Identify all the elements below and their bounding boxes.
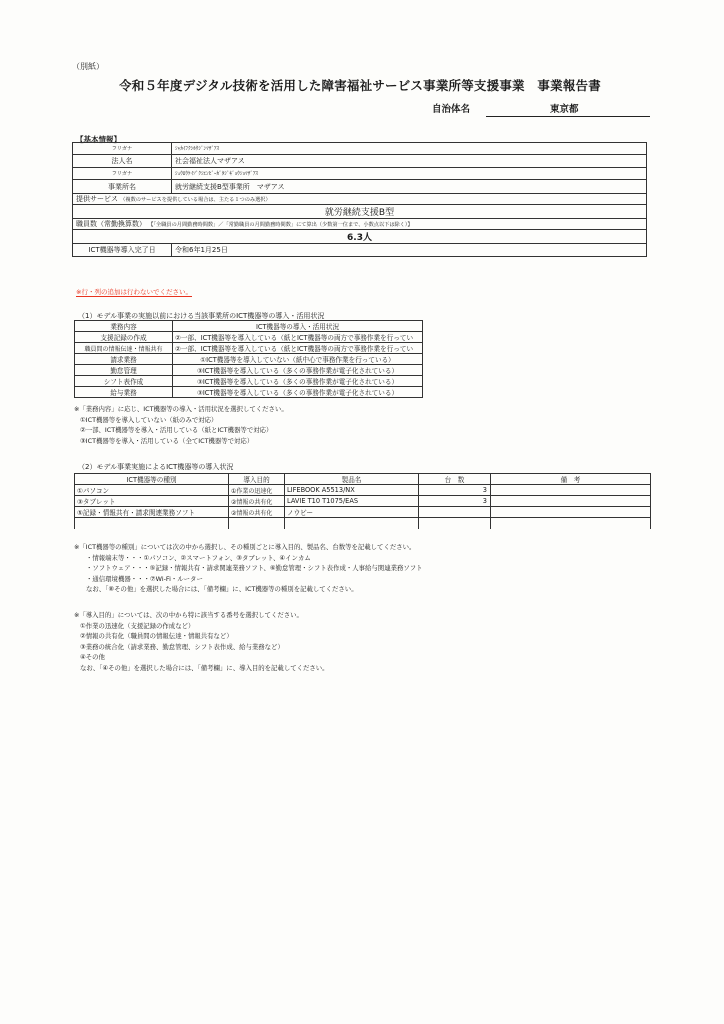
office-label: 事業所名 [73,180,172,194]
status-cell: ②一部、ICT機器等を導入している（紙とICT機器等の両方で事務作業を行ってい [173,343,423,354]
service-label: 提供サービス [76,195,118,203]
status-cell: ③ICT機器等を導入している（多くの事務作業が電子化されている） [173,387,423,398]
task-cell: 支援記録の作成 [75,332,173,343]
status-cell: ②一部、ICT機器等を導入している（紙とICT機器等の両方で事務作業を行ってい [173,332,423,343]
note-line: ②情報の共有化（職員間の情報伝達・情報共有など） [80,632,233,640]
note-line: ・通信環境機器・・・⑦Wi-Fi・ルーター [86,574,203,583]
staff-label: 職員数（常勤換算数） [76,220,146,228]
ict-date-label: ICT機器等導入完了日 [73,244,172,257]
service-value: 就労継続支援B型 [73,205,647,219]
remarks-cell [491,507,651,518]
table-row [73,143,647,155]
table-row [73,205,647,219]
table-row [73,219,647,230]
table-row [75,354,423,365]
table-row [73,155,647,168]
section1-title: （1）モデル事業の実施以前における当該事業所のICT機器等の導入・活用状況 [78,312,325,320]
table-row [73,230,647,244]
status-cell: ③ICT機器等を導入している（多くの事務作業が電子化されている） [173,376,423,387]
table-row [75,376,423,387]
task-cell: 職員間の情報伝達・情報共有 [75,343,173,354]
task-cell: シフト表作成 [75,376,173,387]
table-row [75,485,651,496]
ict-introduction-table [74,473,651,529]
note-line: なお、「④その他」を選択した場合には、「備考欄」に、導入目的を記載してください。 [80,663,329,672]
table-row [73,244,647,257]
service-note: （複数のサービスを提供している場合は、主たる１つのみ選択） [120,197,271,203]
device-type-cell: ③タブレット [75,496,229,507]
table-row [75,365,423,376]
note-line: ①ICT機器等を導入していない（紙のみで対応） [80,415,218,424]
product-cell: LAVIE T10 T1075/EAS [285,496,419,507]
purpose-cell: ②情報の共有化 [229,507,285,518]
municipality-label: 自治体名 [432,104,471,115]
status-cell: ①ICT機器等を導入していない（紙中心で事務作業を行っている） [173,354,423,365]
office-furigana-value: ｼｭｳﾛｳｹｲｿﾞｸｼｴﾝﾋﾞｰｶﾞﾀｼﾞｷﾞｮｳｼｮﾏｻﾞｱｽ [172,168,647,180]
task-cell: 請求業務 [75,354,173,365]
municipality-underline [486,116,650,117]
empty-cell [419,518,491,529]
table-row [75,518,651,529]
quantity-cell: 3 [419,496,491,507]
task-cell: 給与業務 [75,387,173,398]
table-header-row [75,321,423,332]
column-header: 台 数 [419,474,491,485]
purpose-cell: ①作業の迅速化 [229,485,285,496]
note-line: ①作業の迅速化（支援記録の作成など） [80,621,195,630]
quantity-cell: 3 [419,485,491,496]
table-header-row [75,474,651,485]
attachment-label: （別紙） [72,62,104,71]
table-row [73,194,647,205]
column-header: 導入目的 [229,474,285,485]
staff-label-cell [73,219,647,230]
remarks-cell [491,496,651,507]
note-line: ③ICT機器等を導入・活用している（全てICT機器等で対応） [80,436,254,445]
basic-info-table [72,142,647,257]
note-line: ※「ICT機器等の種別」については次の中から選択し、その種別ごとに導入目的、製品名、台数等を記載してください。 [74,543,416,551]
empty-cell [285,518,419,529]
ict-date-value: 令和6年1月25日 [172,244,647,257]
remarks-cell [491,485,651,496]
note-line: ※「業務内容」に応じ、ICT機器等の導入・活用状況を選択してください。 [74,405,288,413]
table-row [73,168,647,180]
corp-furigana-value: ｼｬｶｲﾌｸｼﾎｳｼﾞﾝﾏｻﾞｱｽ [172,143,647,155]
note-line: ・ソフトウェア・・・⑤記録・情報共有・請求関連業務ソフト、⑥勤怠管理・シフト表作成・人事給与関連業務ソフト [86,564,423,572]
column-header: 製品名 [285,474,419,485]
service-label-cell [73,194,647,205]
note-line: ④その他 [80,653,105,661]
staff-note: 【「全職員の月間勤務時間数」／「常勤職員の月間勤務時間数」にて算出（少数第一位まで、小数点以下は除く）】 [148,222,413,228]
status-cell: ③ICT機器等を導入している（多くの事務作業が電子化されている） [173,365,423,376]
note-line: ※「導入目的」については、次の中から特に該当する番号を選択してください。 [74,611,303,619]
product-cell: ノウビー [285,507,419,518]
basic-info-heading: 【基本情報】 [76,135,121,144]
device-type-cell: ⑤記録・情報共有・請求関連業務ソフト [75,507,229,518]
warning-text: ※行・列の追加は行わないでください。 [76,288,192,296]
table-row [75,343,423,354]
task-cell: 勤怠管理 [75,365,173,376]
furigana-label: フリガナ [73,143,172,155]
furigana-label: フリガナ [73,168,172,180]
quantity-cell [419,507,491,518]
corp-label: 法人名 [73,155,172,168]
purpose-cell: ②情報の共有化 [229,496,285,507]
product-cell: LIFEBOOK A5513/NX [285,485,419,496]
empty-cell [491,518,651,529]
note-line: なお、「⑧その他」を選択した場合には、「備考欄」に、ICT機器等の種別を記載してください。 [86,585,358,593]
corp-value: 社会福祉法人マザアス [172,155,647,168]
table-row [75,387,423,398]
note-line: ③業務の統合化（請求業務、勤怠管理、シフト表作成、給与業務など） [80,642,284,651]
section1-notes [74,404,288,446]
section2-title: （2）モデル事業実施によるICT機器等の導入状況 [78,463,234,471]
municipality-row [420,101,650,117]
warning-note [76,287,192,296]
office-value: 就労継続支援B型事業所 マザアス [172,180,647,194]
table-row [75,332,423,343]
empty-cell [229,518,285,529]
table-row [75,507,651,518]
staff-value: 6.3人 [73,230,647,244]
note-line: ・情報端末等・・・①パソコン、②スマートフォン、③タブレット、④インカム [86,553,311,562]
municipality-value: 東京都 [550,104,579,115]
document-title: 令和５年度デジタル技術を活用した障害福祉サービス事業所等支援事業 事業報告書 [119,78,601,93]
empty-cell [75,518,229,529]
note-line: ②一部、ICT機器等を導入・活用している（紙とICT機器等で対応） [80,426,273,434]
column-header: 備 考 [491,474,651,485]
table-row [75,496,651,507]
section2-device-notes [74,542,423,595]
section2-purpose-notes [74,610,329,673]
column-header: ICT機器等の種別 [75,474,229,485]
device-type-cell: ①パソコン [75,485,229,496]
column-header: 業務内容 [75,321,173,332]
table-row [73,180,647,194]
column-header: ICT機器等の導入・活用状況 [173,321,423,332]
ict-status-table [74,320,423,398]
